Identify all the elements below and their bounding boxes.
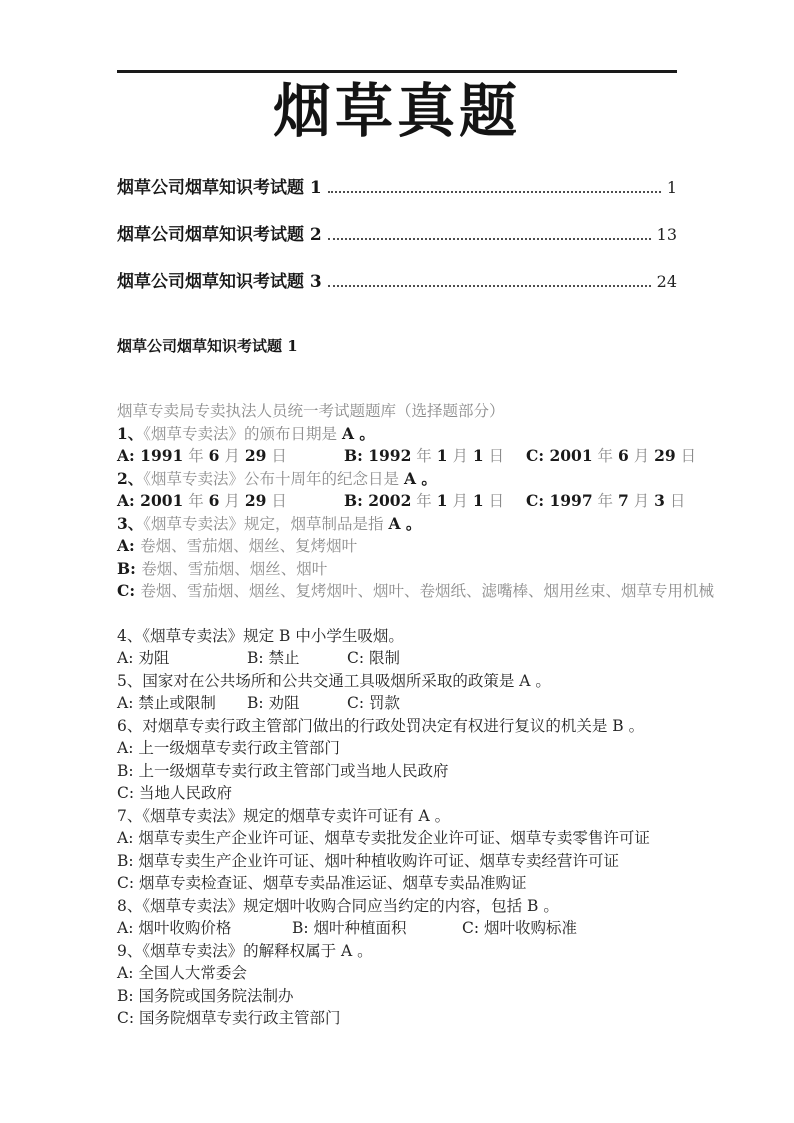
question-1-options-row: [117, 445, 697, 468]
answer-letter: A: [388, 513, 401, 533]
date-month: 1: [436, 491, 448, 510]
date-year-unit: 年: [592, 492, 618, 510]
date-month-unit: 月: [447, 447, 473, 465]
date-year: 1992: [368, 446, 412, 465]
date-day-unit: 日: [664, 492, 686, 510]
date-month-unit: 月: [219, 492, 245, 510]
date-day-unit: 日: [266, 492, 287, 510]
punctuation: 。: [416, 468, 437, 488]
option-row: [117, 535, 677, 558]
option-choice: C: 烟叶收购标准: [462, 919, 578, 937]
toc-page-number: 1: [666, 178, 677, 197]
question-5-line: 5、国家对在公共场所和公共交通工具吸烟所采取的政策是 A 。: [117, 671, 551, 690]
question-text: 《烟草专卖法》规定，烟草制品是指: [143, 514, 389, 533]
date-year: 2001: [549, 446, 593, 465]
date-day: 1: [472, 446, 484, 465]
section-heading: 烟草公司烟草知识考试题 1: [117, 337, 298, 355]
date-year: 1997: [549, 491, 593, 510]
option-row: B: 国务院或国务院法制办: [117, 986, 294, 1005]
question-block-gray: [117, 400, 714, 603]
option-choice: A: 禁止或限制: [117, 694, 216, 712]
date-day: 3: [654, 491, 665, 510]
question-8-line: 8、《烟草专卖法》规定烟叶收购合同应当约定的内容，包括 B 。: [117, 896, 559, 915]
question-6-line: 6、对烟草专卖行政主管部门做出的行政处罚决定有权进行复议的机关是 B 。: [117, 716, 645, 735]
option-choice: [344, 490, 526, 513]
option-row: A: 上一级烟草专卖行政主管部门: [117, 739, 340, 757]
option-choice: [117, 490, 344, 513]
option-choice: C: 限制: [347, 649, 401, 667]
question-number: 3、: [117, 513, 144, 533]
option-label: B:: [117, 558, 142, 578]
option-choice: [526, 490, 685, 513]
date-year-unit: 年: [411, 492, 437, 510]
date-year-unit: 年: [411, 447, 437, 465]
date-month: 6: [617, 446, 629, 465]
option-choice: [344, 445, 526, 468]
date-day: 29: [244, 446, 267, 465]
page-title: 烟草真题: [272, 77, 521, 145]
question-3-line: [117, 513, 677, 536]
quiz-intro-line: 烟草专卖局专卖执法人员统一考试题题库（选择题部分）: [117, 402, 505, 420]
question-8-options-row: [117, 917, 677, 940]
date-year: 1991: [140, 446, 184, 465]
toc-dot-leader: [328, 220, 651, 240]
date-month-unit: 月: [219, 447, 245, 465]
date-day: 29: [244, 491, 267, 510]
toc-page-number: 24: [656, 272, 677, 291]
date-day: 29: [654, 446, 676, 465]
option-row: B: 上一级烟草专卖行政主管部门或当地人民政府: [117, 761, 449, 780]
date-day-unit: 日: [483, 492, 505, 510]
date-year-unit: 年: [183, 492, 209, 510]
option-label: C:: [526, 491, 550, 510]
date-month-unit: 月: [628, 447, 655, 465]
option-label: C:: [526, 446, 550, 465]
option-choice: A: 烟叶收购价格: [117, 919, 232, 937]
option-label: B:: [344, 491, 369, 510]
option-label: B:: [344, 446, 369, 465]
date-year-unit: 年: [592, 447, 618, 465]
question-number: 1、: [117, 423, 144, 443]
toc-entry[interactable]: [117, 267, 677, 293]
toc-entry[interactable]: [117, 220, 677, 246]
option-row: [117, 580, 714, 603]
answer-letter: A: [403, 468, 417, 488]
page-content: [117, 0, 714, 1030]
question-number: 2、: [117, 468, 144, 488]
option-choice: B: 劝阻: [247, 694, 300, 712]
option-choice: C: 罚款: [347, 694, 401, 712]
table-of-contents: [117, 173, 677, 293]
option-choice: [117, 445, 344, 468]
date-month: 1: [436, 446, 448, 465]
question-2-line: [117, 468, 677, 491]
option-row: C: 国务院烟草专卖行政主管部门: [117, 1009, 341, 1027]
date-day-unit: 日: [675, 447, 697, 465]
option-text: 卷烟、雪茄烟、烟丝、复烤烟叶: [140, 537, 358, 555]
option-row: [117, 558, 677, 581]
date-month-unit: 月: [447, 492, 473, 510]
option-choice: B: 烟叶种植面积: [292, 919, 407, 937]
punctuation: 。: [354, 423, 375, 443]
toc-dot-leader: [328, 267, 651, 287]
date-month-unit: 月: [628, 492, 655, 510]
question-block-black: [117, 625, 677, 1030]
date-day: 1: [472, 491, 484, 510]
date-day-unit: 日: [266, 447, 287, 465]
toc-page-number: 13: [656, 225, 677, 244]
option-row: B: 烟草专卖生产企业许可证、烟叶种植收购许可证、烟草专卖经营许可证: [117, 851, 620, 870]
option-row: A: 全国人大常委会: [117, 964, 247, 982]
date-month: 7: [617, 491, 629, 510]
option-text: 卷烟、雪茄烟、烟丝、复烤烟叶、烟叶、卷烟纸、滤嘴棒、烟用丝束、烟草专用机械: [140, 582, 714, 600]
date-month: 6: [208, 491, 220, 510]
option-choice: A: 劝阻: [117, 649, 170, 667]
toc-entry[interactable]: [117, 173, 677, 199]
answer-letter: A: [341, 423, 355, 443]
option-label: A:: [117, 536, 141, 555]
question-1-line: [117, 423, 677, 446]
option-label: C:: [117, 581, 141, 600]
toc-entry-label: 烟草公司烟草知识考试题 2: [117, 225, 322, 245]
option-label: A:: [117, 446, 141, 465]
option-choice: [526, 445, 696, 468]
question-text: 《烟草专卖法》公布十周年的纪念日是: [143, 469, 404, 488]
date-year: 2001: [140, 491, 184, 510]
punctuation: 。: [400, 513, 422, 533]
title-rule: [117, 70, 677, 73]
question-9-line: 9、《烟草专卖法》的解释权属于 A 。: [117, 941, 373, 960]
date-year: 2002: [368, 491, 412, 510]
question-7-line: 7、《烟草专卖法》规定的烟草专卖许可证有 A 。: [117, 806, 451, 825]
toc-entry-label: 烟草公司烟草知识考试题 1: [117, 178, 322, 198]
option-text: 卷烟、雪茄烟、烟丝、烟叶: [141, 559, 328, 578]
option-row: C: 烟草专卖检查证、烟草专卖品准运证、烟草专卖品准购证: [117, 874, 527, 892]
option-choice: B: 禁止: [247, 649, 300, 667]
question-4-line: 4、《烟草专卖法》规定 B 中小学生吸烟。: [117, 626, 404, 645]
question-2-options-row: [117, 490, 686, 513]
option-row: C: 当地人民政府: [117, 784, 233, 802]
date-day-unit: 日: [483, 447, 505, 465]
toc-entry-label: 烟草公司烟草知识考试题 3: [117, 272, 322, 292]
question-4-options-row: [117, 647, 677, 670]
date-year-unit: 年: [183, 447, 209, 465]
option-row: A: 烟草专卖生产企业许可证、烟草专卖批发企业许可证、烟草专卖零售许可证: [117, 829, 650, 847]
date-month: 6: [208, 446, 220, 465]
toc-dot-leader: [328, 173, 661, 193]
option-label: A:: [117, 491, 141, 510]
question-text: 《烟草专卖法》的颁布日期是: [143, 424, 342, 443]
question-5-options-row: [117, 692, 677, 715]
